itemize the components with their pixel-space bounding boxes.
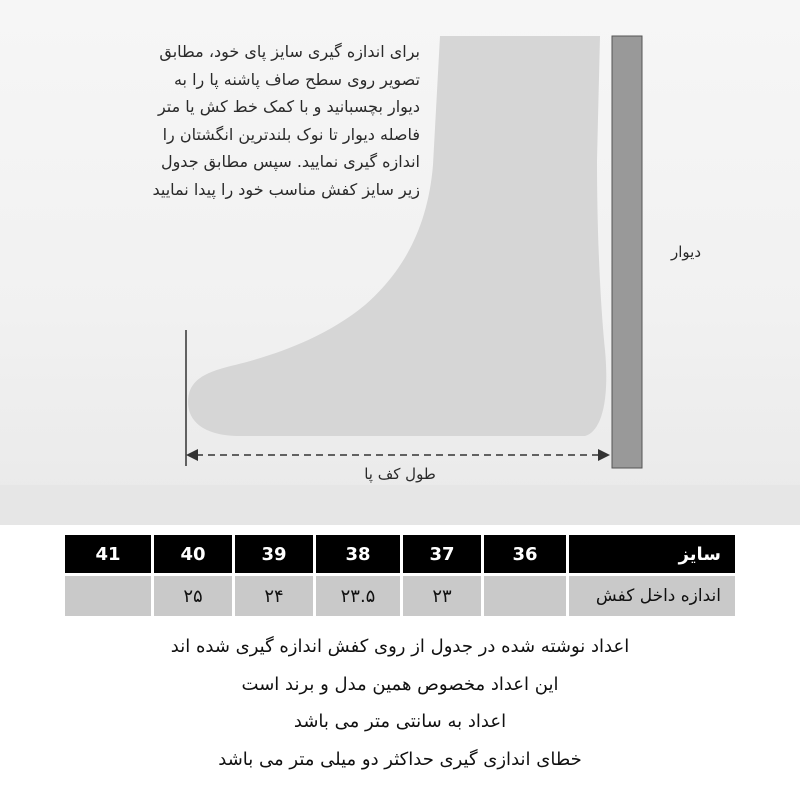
size-cell-39: 39 xyxy=(235,535,313,573)
note-item: اعداد به سانتی متر می باشد xyxy=(293,711,507,732)
size-cell-37: 37 xyxy=(403,535,481,573)
inner-length-row xyxy=(65,576,735,616)
arrow-left-icon xyxy=(186,449,198,461)
floor xyxy=(0,485,800,525)
size-cell-40: 40 xyxy=(154,535,232,573)
notes xyxy=(0,628,800,778)
note-item: اعداد نوشته شده در جدول از روی کفش اندازه گیری شده اند xyxy=(170,636,630,657)
size-cell-38: 38 xyxy=(316,535,400,573)
wall xyxy=(612,36,642,468)
foot-length-label: طول کف پا xyxy=(364,465,436,483)
size-cell-41: 41 xyxy=(65,535,151,573)
length-cell-38: ۲۳.۵ xyxy=(316,576,400,616)
length-cell-37: ۲۳ xyxy=(403,576,481,616)
length-cell-39: ۲۴ xyxy=(235,576,313,616)
size-header: سایز xyxy=(569,535,735,573)
wall-label: دیوار xyxy=(670,243,701,261)
length-cell-41 xyxy=(65,576,151,616)
inner-length-label: اندازه داخل کفش xyxy=(569,576,735,616)
note-item: این اعداد مخصوص همین مدل و برند است xyxy=(241,673,559,695)
size-cell-36: 36 xyxy=(484,535,566,573)
measurement-instructions: برای اندازه گیری سایز پای خود، مطابق تصویر روی سطح صاف پاشنه پا را به دیوار بچسبانید و با کمک خط کش یا متر فاصله دیوار تا نوک بلندترین انگشتان را اندازه گیری نمایید. سپس مطابق جدول زیر سایز کفش مناسب خود را پیدا نمایید xyxy=(152,42,420,199)
length-cell-40: ۲۵ xyxy=(154,576,232,616)
size-table xyxy=(62,532,738,619)
note-item: خطای اندازی گیری حداکثر دو میلی متر می باشد xyxy=(218,748,582,770)
length-cell-36 xyxy=(484,576,566,616)
size-row xyxy=(65,535,735,573)
arrow-right-icon xyxy=(598,449,610,461)
